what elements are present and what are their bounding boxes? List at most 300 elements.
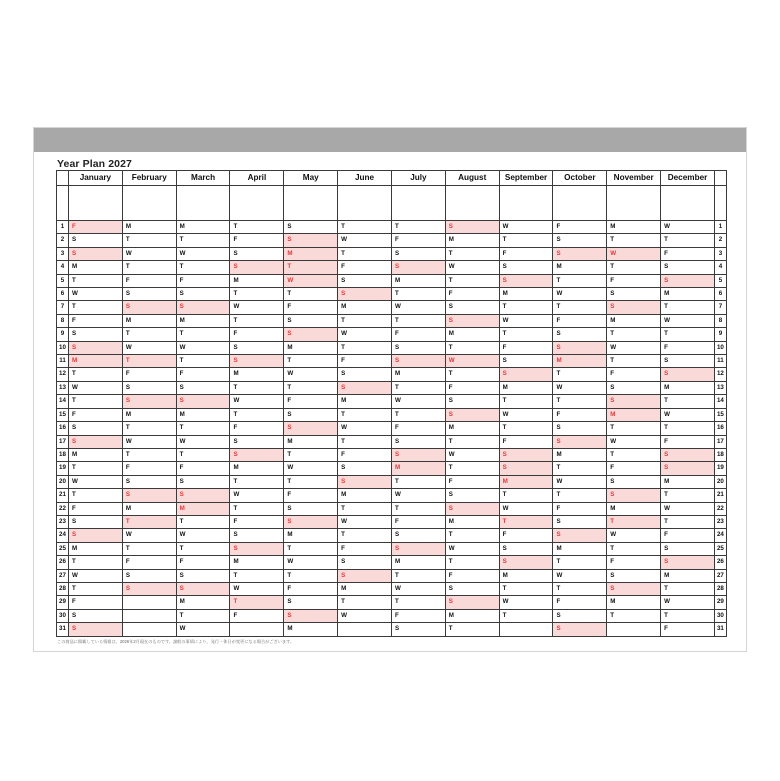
day-cell[interactable]: S — [338, 475, 392, 488]
day-cell[interactable]: T — [69, 395, 123, 408]
day-cell[interactable]: W — [607, 529, 661, 542]
day-cell[interactable]: F — [69, 221, 123, 234]
day-cell[interactable]: S — [284, 515, 338, 528]
day-cell[interactable]: F — [176, 462, 230, 475]
day-cell[interactable]: S — [230, 261, 284, 274]
day-cell[interactable]: M — [284, 247, 338, 260]
day-cell[interactable]: F — [499, 435, 553, 448]
day-cell[interactable]: F — [445, 288, 499, 301]
day-cell[interactable]: S — [499, 274, 553, 287]
day-cell[interactable]: T — [661, 515, 715, 528]
day-cell[interactable]: M — [338, 582, 392, 595]
day-cell[interactable]: T — [607, 542, 661, 555]
day-cell[interactable]: F — [661, 247, 715, 260]
day-cell[interactable]: M — [661, 475, 715, 488]
day-cell[interactable]: T — [445, 341, 499, 354]
day-cell[interactable]: M — [661, 569, 715, 582]
day-cell[interactable]: T — [661, 582, 715, 595]
day-cell[interactable]: S — [661, 462, 715, 475]
day-cell[interactable]: S — [661, 542, 715, 555]
day-cell[interactable]: S — [391, 623, 445, 636]
notes-cell-april[interactable] — [230, 186, 284, 221]
day-cell[interactable]: T — [661, 489, 715, 502]
day-cell[interactable]: M — [176, 596, 230, 609]
day-cell[interactable]: T — [284, 542, 338, 555]
day-cell[interactable]: S — [607, 301, 661, 314]
day-cell[interactable]: F — [499, 247, 553, 260]
day-cell[interactable]: W — [284, 368, 338, 381]
day-cell[interactable]: S — [391, 542, 445, 555]
day-cell[interactable]: T — [499, 515, 553, 528]
day-cell[interactable]: S — [445, 301, 499, 314]
day-cell[interactable]: S — [553, 435, 607, 448]
day-cell[interactable]: S — [661, 274, 715, 287]
day-cell[interactable]: W — [391, 582, 445, 595]
day-cell[interactable]: F — [445, 475, 499, 488]
day-cell[interactable]: S — [607, 475, 661, 488]
day-cell[interactable]: T — [122, 515, 176, 528]
day-cell[interactable]: T — [661, 301, 715, 314]
day-cell[interactable]: T — [176, 448, 230, 461]
day-cell[interactable]: W — [122, 341, 176, 354]
day-cell[interactable]: F — [284, 395, 338, 408]
day-cell[interactable]: S — [553, 234, 607, 247]
day-cell[interactable]: T — [391, 288, 445, 301]
day-cell[interactable]: S — [499, 448, 553, 461]
day-cell[interactable]: T — [661, 422, 715, 435]
day-cell[interactable]: M — [230, 462, 284, 475]
day-cell[interactable]: F — [284, 301, 338, 314]
day-cell[interactable]: S — [499, 368, 553, 381]
day-cell[interactable]: S — [553, 247, 607, 260]
day-cell[interactable]: S — [284, 422, 338, 435]
day-cell[interactable]: S — [69, 247, 123, 260]
day-cell[interactable]: F — [607, 462, 661, 475]
day-cell[interactable]: S — [284, 328, 338, 341]
day-cell[interactable]: S — [230, 355, 284, 368]
day-cell[interactable]: F — [69, 314, 123, 327]
day-cell[interactable]: T — [445, 529, 499, 542]
day-cell[interactable]: M — [391, 368, 445, 381]
day-cell[interactable]: F — [553, 502, 607, 515]
day-cell[interactable]: T — [338, 247, 392, 260]
day-cell[interactable]: M — [607, 596, 661, 609]
day-cell[interactable]: S — [176, 475, 230, 488]
day-cell[interactable]: S — [284, 408, 338, 421]
day-cell[interactable]: S — [338, 274, 392, 287]
day-cell[interactable]: T — [499, 582, 553, 595]
day-cell[interactable]: F — [176, 556, 230, 569]
day-cell[interactable]: T — [284, 381, 338, 394]
day-cell[interactable]: F — [230, 515, 284, 528]
day-cell[interactable]: S — [230, 529, 284, 542]
day-cell[interactable]: W — [338, 234, 392, 247]
day-cell[interactable]: S — [553, 422, 607, 435]
day-cell[interactable]: S — [391, 448, 445, 461]
day-cell[interactable]: F — [553, 596, 607, 609]
day-cell[interactable]: M — [176, 314, 230, 327]
day-cell[interactable]: F — [661, 623, 715, 636]
day-cell[interactable]: T — [338, 435, 392, 448]
day-cell[interactable]: W — [230, 489, 284, 502]
day-cell[interactable]: S — [553, 515, 607, 528]
day-cell[interactable]: M — [553, 355, 607, 368]
day-cell[interactable]: S — [499, 542, 553, 555]
day-cell[interactable]: T — [122, 422, 176, 435]
day-cell[interactable]: T — [176, 422, 230, 435]
day-cell[interactable]: S — [338, 368, 392, 381]
day-cell[interactable]: W — [499, 408, 553, 421]
day-cell[interactable]: S — [176, 381, 230, 394]
day-cell[interactable]: M — [607, 314, 661, 327]
day-cell[interactable]: T — [230, 475, 284, 488]
day-cell[interactable]: T — [445, 274, 499, 287]
day-cell[interactable]: T — [176, 515, 230, 528]
day-cell[interactable]: T — [338, 596, 392, 609]
day-cell[interactable]: T — [69, 556, 123, 569]
day-cell[interactable]: M — [284, 623, 338, 636]
day-cell[interactable]: S — [445, 502, 499, 515]
day-cell[interactable]: F — [607, 274, 661, 287]
day-cell[interactable]: F — [607, 556, 661, 569]
day-cell[interactable]: T — [499, 395, 553, 408]
day-cell[interactable]: W — [230, 582, 284, 595]
day-cell[interactable]: W — [176, 623, 230, 636]
day-cell[interactable]: S — [607, 569, 661, 582]
day-cell[interactable]: T — [661, 395, 715, 408]
day-cell[interactable]: W — [553, 288, 607, 301]
day-cell[interactable]: S — [445, 596, 499, 609]
day-cell[interactable]: T — [607, 515, 661, 528]
day-cell[interactable]: S — [69, 234, 123, 247]
day-cell[interactable]: T — [69, 274, 123, 287]
day-cell[interactable]: S — [553, 328, 607, 341]
day-cell[interactable]: T — [284, 261, 338, 274]
day-cell[interactable]: T — [499, 234, 553, 247]
day-cell[interactable]: F — [338, 261, 392, 274]
day-cell[interactable]: S — [69, 341, 123, 354]
day-cell[interactable]: S — [445, 314, 499, 327]
day-cell[interactable]: T — [499, 301, 553, 314]
day-cell[interactable]: F — [391, 609, 445, 622]
day-cell[interactable]: W — [391, 301, 445, 314]
day-cell[interactable]: S — [338, 288, 392, 301]
day-cell[interactable]: S — [661, 261, 715, 274]
day-cell[interactable]: W — [499, 314, 553, 327]
day-cell[interactable]: F — [176, 274, 230, 287]
day-cell[interactable]: F — [499, 341, 553, 354]
day-cell[interactable]: T — [122, 448, 176, 461]
day-cell[interactable]: M — [284, 341, 338, 354]
day-cell[interactable]: M — [499, 381, 553, 394]
day-cell[interactable]: T — [176, 261, 230, 274]
day-cell[interactable]: M — [445, 515, 499, 528]
day-cell[interactable]: T — [553, 556, 607, 569]
day-cell[interactable]: S — [69, 422, 123, 435]
day-cell[interactable]: W — [122, 529, 176, 542]
day-cell[interactable]: S — [391, 529, 445, 542]
day-cell[interactable]: W — [230, 395, 284, 408]
day-cell[interactable]: T — [69, 368, 123, 381]
day-cell[interactable]: T — [499, 422, 553, 435]
day-cell[interactable]: S — [391, 261, 445, 274]
day-cell[interactable]: T — [230, 596, 284, 609]
day-cell[interactable]: S — [499, 556, 553, 569]
day-cell[interactable]: T — [445, 368, 499, 381]
day-cell[interactable]: S — [391, 435, 445, 448]
day-cell[interactable]: S — [499, 355, 553, 368]
day-cell[interactable]: W — [661, 314, 715, 327]
day-cell[interactable]: T — [445, 462, 499, 475]
day-cell[interactable]: F — [122, 462, 176, 475]
day-cell[interactable]: S — [445, 582, 499, 595]
day-cell[interactable]: S — [122, 301, 176, 314]
day-cell[interactable]: M — [176, 408, 230, 421]
day-cell[interactable]: T — [661, 609, 715, 622]
day-cell[interactable]: M — [661, 288, 715, 301]
day-cell[interactable]: F — [338, 355, 392, 368]
notes-cell-september[interactable] — [499, 186, 553, 221]
day-cell[interactable]: S — [122, 582, 176, 595]
day-cell[interactable]: S — [69, 623, 123, 636]
notes-cell-october[interactable] — [553, 186, 607, 221]
day-cell[interactable]: T — [499, 328, 553, 341]
day-cell[interactable]: T — [284, 355, 338, 368]
day-cell[interactable]: S — [230, 542, 284, 555]
day-cell[interactable]: F — [338, 542, 392, 555]
day-cell[interactable]: W — [661, 596, 715, 609]
day-cell[interactable]: W — [445, 448, 499, 461]
day-cell[interactable]: F — [661, 435, 715, 448]
day-cell[interactable]: T — [607, 448, 661, 461]
day-cell[interactable]: W — [284, 274, 338, 287]
day-cell[interactable]: S — [176, 582, 230, 595]
day-cell[interactable]: W — [284, 556, 338, 569]
day-cell[interactable]: M — [69, 448, 123, 461]
day-cell[interactable]: M — [445, 328, 499, 341]
day-cell[interactable]: W — [553, 569, 607, 582]
day-cell[interactable]: M — [553, 448, 607, 461]
notes-cell-january[interactable] — [69, 186, 123, 221]
day-cell[interactable]: T — [391, 408, 445, 421]
day-cell[interactable]: M — [391, 462, 445, 475]
day-cell[interactable]: M — [445, 422, 499, 435]
day-cell[interactable]: W — [122, 247, 176, 260]
notes-cell-march[interactable] — [176, 186, 230, 221]
day-cell[interactable]: T — [230, 408, 284, 421]
day-cell[interactable]: T — [661, 328, 715, 341]
day-cell[interactable]: T — [661, 234, 715, 247]
day-cell[interactable]: S — [391, 341, 445, 354]
day-cell[interactable]: T — [338, 502, 392, 515]
notes-cell-may[interactable] — [284, 186, 338, 221]
day-cell[interactable]: F — [391, 515, 445, 528]
day-cell[interactable]: S — [338, 462, 392, 475]
day-cell[interactable]: T — [553, 301, 607, 314]
day-cell[interactable]: T — [122, 328, 176, 341]
day-cell[interactable]: T — [122, 261, 176, 274]
day-cell[interactable]: S — [176, 489, 230, 502]
day-cell[interactable]: T — [607, 422, 661, 435]
day-cell[interactable]: S — [338, 569, 392, 582]
day-cell[interactable]: M — [230, 556, 284, 569]
day-cell[interactable]: T — [176, 355, 230, 368]
day-cell[interactable]: M — [499, 288, 553, 301]
day-cell[interactable]: F — [338, 448, 392, 461]
day-cell[interactable]: S — [122, 475, 176, 488]
day-cell[interactable]: F — [69, 502, 123, 515]
day-cell[interactable]: S — [607, 395, 661, 408]
day-cell[interactable]: F — [553, 314, 607, 327]
day-cell[interactable]: S — [176, 288, 230, 301]
notes-cell-july[interactable] — [391, 186, 445, 221]
day-cell[interactable]: T — [553, 462, 607, 475]
day-cell[interactable]: S — [176, 301, 230, 314]
day-cell[interactable]: S — [607, 381, 661, 394]
day-cell[interactable]: T — [284, 448, 338, 461]
day-cell[interactable]: M — [122, 221, 176, 234]
day-cell[interactable]: W — [553, 381, 607, 394]
day-cell[interactable]: S — [338, 556, 392, 569]
day-cell[interactable]: S — [69, 515, 123, 528]
notes-cell-november[interactable] — [607, 186, 661, 221]
day-cell[interactable]: S — [176, 569, 230, 582]
day-cell[interactable]: T — [391, 502, 445, 515]
day-cell[interactable]: T — [391, 475, 445, 488]
day-cell[interactable]: M — [69, 355, 123, 368]
day-cell[interactable]: F — [445, 381, 499, 394]
day-cell[interactable]: S — [284, 314, 338, 327]
day-cell[interactable]: W — [338, 515, 392, 528]
day-cell[interactable]: T — [607, 609, 661, 622]
day-cell[interactable]: S — [445, 489, 499, 502]
day-cell[interactable]: S — [69, 328, 123, 341]
day-cell[interactable]: S — [338, 381, 392, 394]
day-cell[interactable]: W — [661, 408, 715, 421]
day-cell[interactable]: T — [391, 381, 445, 394]
day-cell[interactable]: S — [391, 355, 445, 368]
day-cell[interactable]: M — [499, 475, 553, 488]
day-cell[interactable]: S — [122, 288, 176, 301]
day-cell[interactable]: M — [122, 314, 176, 327]
day-cell[interactable]: S — [607, 288, 661, 301]
day-cell[interactable]: M — [445, 609, 499, 622]
day-cell[interactable]: W — [607, 435, 661, 448]
day-cell[interactable]: W — [176, 247, 230, 260]
day-cell[interactable]: F — [230, 609, 284, 622]
day-cell[interactable]: S — [176, 395, 230, 408]
day-cell[interactable]: F — [230, 234, 284, 247]
day-cell[interactable]: W — [338, 609, 392, 622]
day-cell[interactable]: T — [230, 569, 284, 582]
day-cell[interactable]: F — [122, 368, 176, 381]
day-cell[interactable]: F — [69, 596, 123, 609]
day-cell[interactable]: M — [122, 408, 176, 421]
notes-cell-august[interactable] — [445, 186, 499, 221]
day-cell[interactable]: S — [661, 556, 715, 569]
day-cell[interactable]: S — [499, 261, 553, 274]
day-cell[interactable]: T — [445, 556, 499, 569]
day-cell[interactable]: T — [391, 221, 445, 234]
day-cell[interactable]: W — [338, 422, 392, 435]
day-cell[interactable]: T — [230, 288, 284, 301]
day-cell[interactable]: T — [122, 355, 176, 368]
day-cell[interactable]: M — [284, 529, 338, 542]
day-cell[interactable]: W — [69, 569, 123, 582]
day-cell[interactable]: W — [661, 221, 715, 234]
day-cell[interactable]: T — [553, 274, 607, 287]
day-cell[interactable]: T — [553, 489, 607, 502]
day-cell[interactable]: T — [122, 542, 176, 555]
day-cell[interactable]: T — [284, 569, 338, 582]
day-cell[interactable]: W — [69, 475, 123, 488]
day-cell[interactable]: F — [661, 341, 715, 354]
day-cell[interactable]: W — [445, 355, 499, 368]
day-cell[interactable]: F — [230, 422, 284, 435]
day-cell[interactable]: W — [607, 247, 661, 260]
day-cell[interactable]: W — [230, 301, 284, 314]
day-cell[interactable]: S — [122, 395, 176, 408]
day-cell[interactable]: W — [445, 261, 499, 274]
day-cell[interactable]: S — [445, 395, 499, 408]
day-cell[interactable]: M — [607, 408, 661, 421]
day-cell[interactable]: F — [230, 328, 284, 341]
day-cell[interactable]: F — [553, 221, 607, 234]
day-cell[interactable]: W — [499, 502, 553, 515]
notes-cell-june[interactable] — [338, 186, 392, 221]
day-cell[interactable]: M — [338, 395, 392, 408]
day-cell[interactable]: T — [176, 328, 230, 341]
day-cell[interactable]: M — [230, 274, 284, 287]
day-cell[interactable]: F — [499, 529, 553, 542]
day-cell[interactable]: S — [69, 609, 123, 622]
day-cell[interactable]: T — [499, 609, 553, 622]
day-cell[interactable]: M — [69, 261, 123, 274]
day-cell[interactable]: S — [122, 569, 176, 582]
day-cell[interactable]: F — [284, 489, 338, 502]
day-cell[interactable]: T — [338, 221, 392, 234]
day-cell[interactable]: W — [69, 381, 123, 394]
day-cell[interactable]: T — [230, 502, 284, 515]
day-cell[interactable]: W — [391, 395, 445, 408]
day-cell[interactable]: S — [122, 381, 176, 394]
day-cell[interactable]: W — [176, 341, 230, 354]
day-cell[interactable]: T — [230, 314, 284, 327]
day-cell[interactable]: T — [69, 582, 123, 595]
day-cell[interactable]: T — [607, 261, 661, 274]
day-cell[interactable]: M — [499, 569, 553, 582]
day-cell[interactable]: M — [176, 221, 230, 234]
day-cell[interactable]: T — [445, 247, 499, 260]
day-cell[interactable]: S — [284, 609, 338, 622]
day-cell[interactable]: F — [176, 368, 230, 381]
day-cell[interactable]: S — [284, 221, 338, 234]
notes-cell-february[interactable] — [122, 186, 176, 221]
day-cell[interactable]: T — [338, 341, 392, 354]
day-cell[interactable]: F — [122, 556, 176, 569]
day-cell[interactable]: S — [69, 529, 123, 542]
day-cell[interactable]: F — [69, 408, 123, 421]
day-cell[interactable]: W — [69, 288, 123, 301]
day-cell[interactable]: M — [445, 234, 499, 247]
day-cell[interactable]: F — [284, 582, 338, 595]
day-cell[interactable]: T — [338, 408, 392, 421]
day-cell[interactable]: T — [176, 542, 230, 555]
day-cell[interactable]: S — [284, 234, 338, 247]
day-cell[interactable]: M — [176, 502, 230, 515]
day-cell[interactable]: M — [338, 489, 392, 502]
day-cell[interactable]: S — [553, 341, 607, 354]
